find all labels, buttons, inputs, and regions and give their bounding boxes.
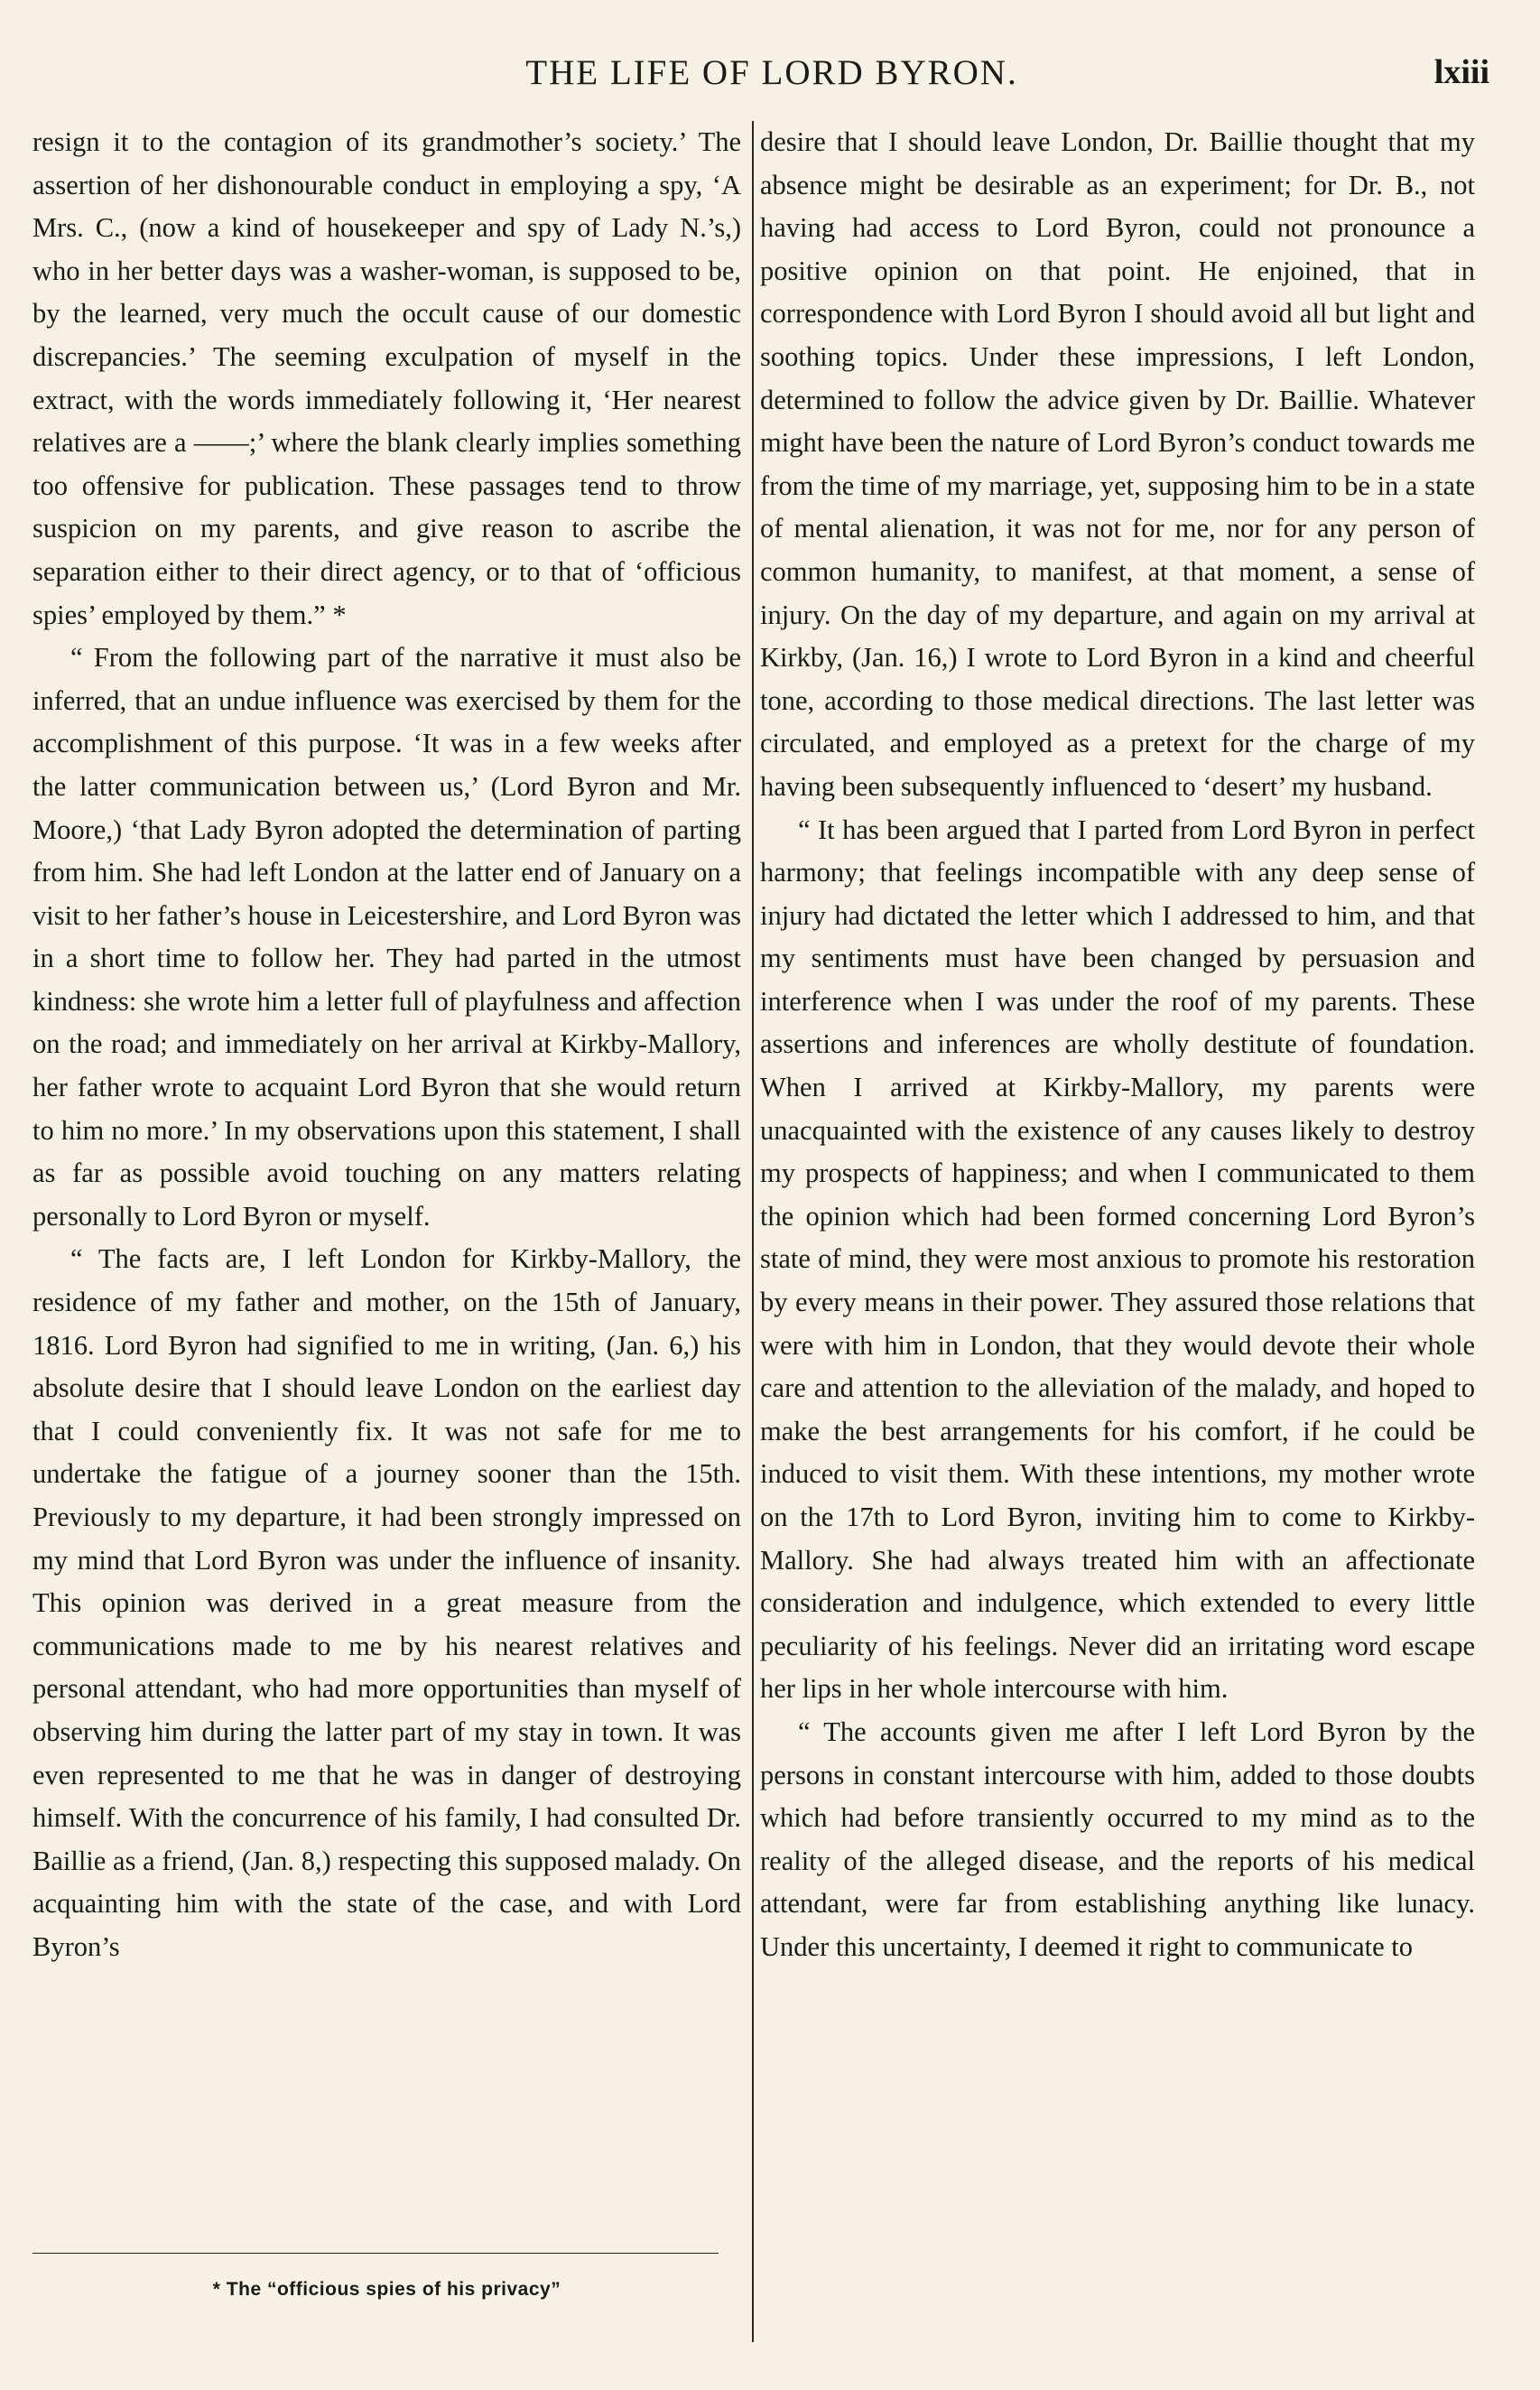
- paragraph: “ The accounts given me after I left Lord Byron by the persons in constant intercourse with him, added to those doubts which had before transiently occurred to my mind as to the reality of the alleged disease, and the reports of his medical attendant, were far from establishing anything like lunacy. Under this uncertainty, I deemed it right to communicate to: [760, 1716, 1475, 1962]
- paragraph: “ The facts are, I left London for Kirkby-Mallory, the residence of my father and mother, on the 15th of January, 1816. Lord Byron had signified to me in writing, (Jan. 6,) his absolute desire that I should leave London on the earliest day that I could conveniently fix. It was not safe for me to undertake the fatigue of a journey sooner than the 15th. Previously to my departure, it had been strongly impressed on my mind that Lord Byron was under the influence of insanity. This opinion was derived in a great measure from the communications made to me by his nearest relatives and personal attendant, who had more opportunities than myself of observing him during the latter part of my stay in town. It was even represented to me that he was in danger of destroying himself. With the concurrence of his family, I had consulted Dr. Baillie as a friend, (Jan. 8,) respecting this supposed malady. On acquainting him with the state of the case, and with Lord Byron’s: [32, 1243, 741, 1962]
- running-title: THE LIFE OF LORD BYRON.: [525, 53, 1018, 92]
- paragraph: desire that I should leave London, Dr. Baillie thought that my absence might be desirable as an experiment; for Dr. B., not having had access to Lord Byron, could not pronounce a positive opinion on that point. He enjoined, that in correspondence with Lord Byron I should avoid all but light and soothing topics. Under these impressions, I left London, determined to follow the advice given by Dr. Baillie. Whatever might have been the nature of Lord Byron’s conduct towards me from the time of my marriage, yet, supposing him to be in a state of mental alienation, it was not for me, nor for any person of common humanity, to manifest, at that moment, a sense of injury. On the day of my departure, and again on my arrival at Kirkby, (Jan. 16,) I wrote to Lord Byron in a kind and cheerful tone, according to those medical directions. The last letter was circulated, and employed as a pretext for the charge of my having been subsequently influenced to ‘desert’ my husband.: [760, 126, 1475, 802]
- paragraph: “ It has been argued that I parted from Lord Byron in perfect harmony; that feelings incompatible with any deep sense of injury had dictated the letter which I addressed to him, and that my sentiments must have been changed by persuasion and interference when I was under the roof of my parents. These assertions and inferences are wholly destitute of foundation. When I arrived at Kirkby-Mallory, my parents were unacquainted with the existence of any causes likely to destroy my prospects of happiness; and when I communicated to them the opinion which had been formed concerning Lord Byron’s state of mind, they were most anxious to promote his restoration by every means in their power. They assured those relations that were with him in London, that they would devote their whole care and attention to the alleviation of the malady, and hoped to make the best arrangements for his comfort, if he could be induced to visit them. With these intentions, my mother wrote on the 17th to Lord Byron, inviting him to come to Kirkby-Mallory. She had always treated him with an affectionate consideration and indulgence, which extended to every little peculiarity of his feelings. Never did an irritating word escape her lips in her whole intercourse with him.: [760, 814, 1475, 1705]
- page-header: [27, 47, 1517, 101]
- right-column: [760, 121, 1475, 1969]
- page-number: lxiii: [1433, 53, 1489, 91]
- footnote-divider: [32, 2253, 719, 2254]
- column-divider: [752, 121, 754, 2342]
- paragraph: “ From the following part of the narrative it must also be inferred, that an undue influence was exercised by them for the accomplishment of this purpose. ‘It was in a few weeks after the latter communication between us,’ (Lord Byron and Mr. Moore,) ‘that Lady Byron adopted the determination of parting from him. She had left London at the latter end of January on a visit to her father’s house in Leicestershire, and Lord Byron was in a short time to follow her. They had parted in the utmost kindness: she wrote him a letter full of playfulness and affection on the road; and immediately on her arrival at Kirkby-Mallory, her father wrote to acquaint Lord Byron that she would return to him no more.’ In my observations upon this statement, I shall as far as possible avoid touching on any matters relating personally to Lord Byron or myself.: [32, 642, 741, 1232]
- footnote: * The “officious spies of his privacy”: [212, 2279, 561, 2300]
- paragraph: resign it to the contagion of its grandmother’s society.’ The assertion of her dishonourable conduct in employing a spy, ‘A Mrs. C., (now a kind of housekeeper and spy of Lady N.’s,) who in her better days was a washer-woman, is supposed to be, by the learned, very much the occult cause of our domestic discrepancies.’ The seeming exculpation of myself in the extract, with the words immediately following it, ‘Her nearest relatives are a ——;’ where the blank clearly implies something too offensive for publication. These passages tend to throw suspicion on my parents, and give reason to ascribe the separation either to their direct agency, or to that of ‘officious spies’ employed by them.” *: [32, 126, 741, 630]
- left-column: [32, 121, 741, 1969]
